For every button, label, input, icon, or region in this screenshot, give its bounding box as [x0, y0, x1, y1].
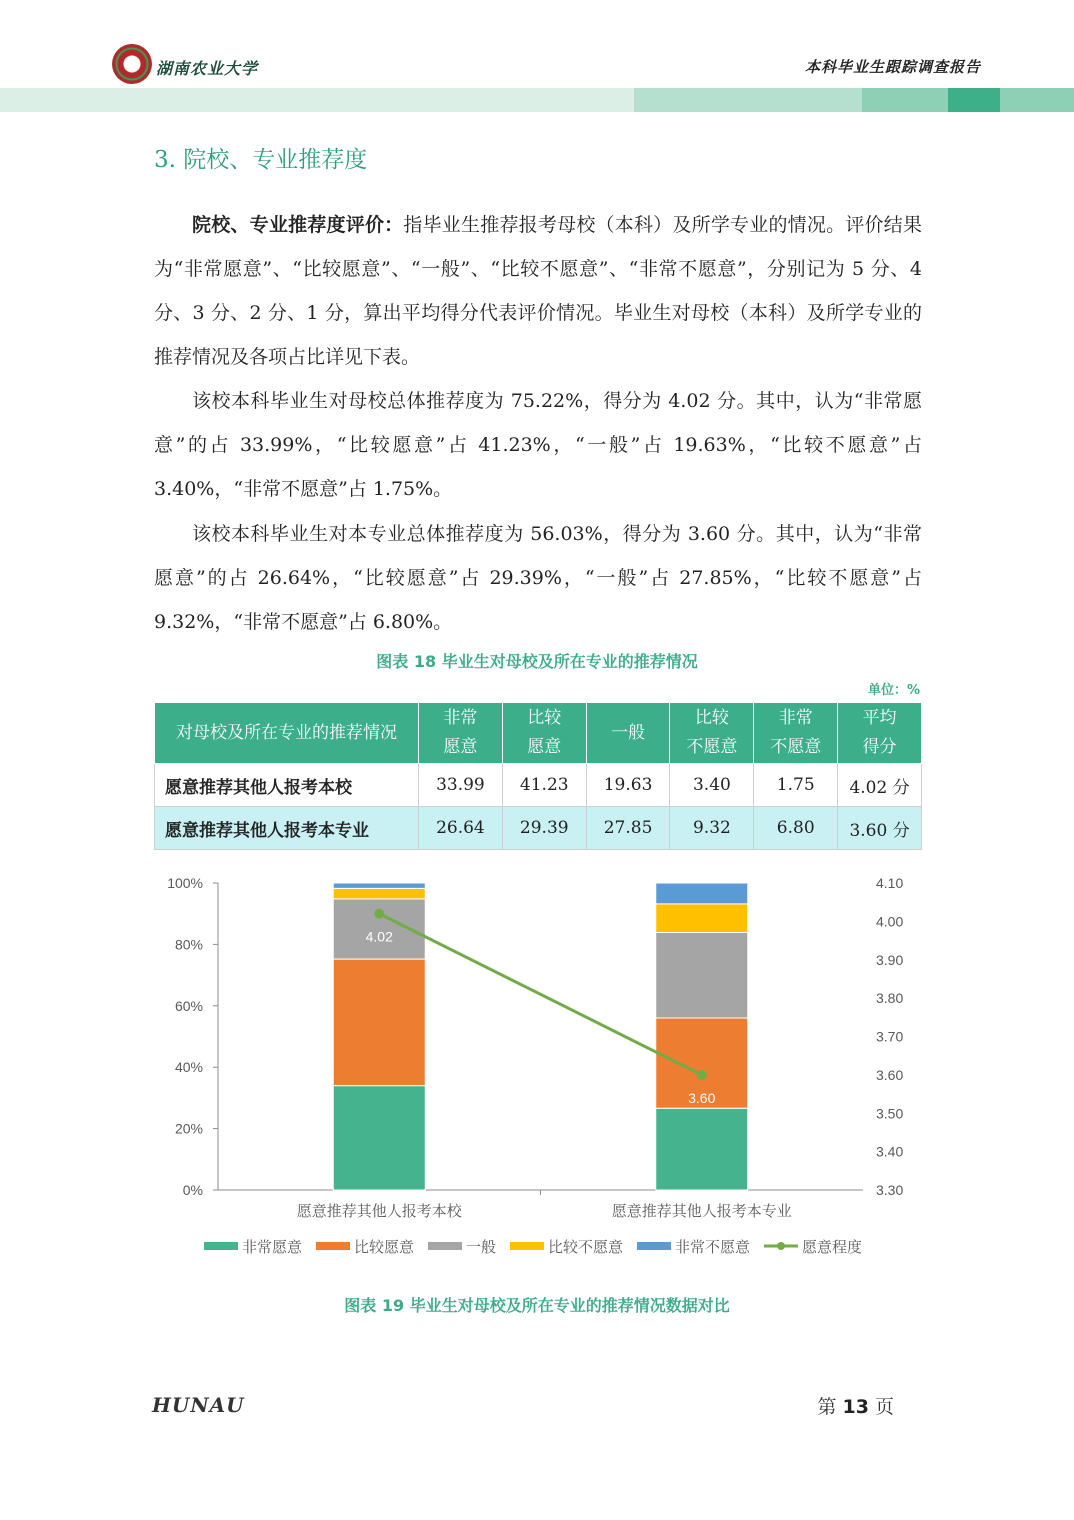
- table-cell: 6.80: [754, 807, 838, 850]
- y2-tick-label: 3.80: [876, 990, 904, 1007]
- legend-swatch: [637, 1242, 671, 1250]
- legend-line-marker: [777, 1242, 785, 1250]
- legend-swatch: [204, 1242, 238, 1250]
- row-label: 愿意推荐其他人报考本专业: [155, 807, 419, 850]
- legend-label: 比较愿意: [354, 1238, 415, 1256]
- table-cell: 3.60 分: [838, 807, 922, 850]
- bar-segment: [656, 904, 748, 933]
- bar-segment: [333, 883, 425, 888]
- recommendation-table: [154, 702, 922, 850]
- bar-segment: [656, 883, 748, 904]
- recommendation-chart: [154, 862, 924, 1272]
- y-tick-label: 0%: [182, 1182, 203, 1198]
- y2-tick-label: 4.00: [876, 913, 904, 930]
- header-band-light: [0, 88, 634, 112]
- page-header: [0, 0, 1074, 115]
- bar-segment: [656, 932, 748, 1017]
- header-cell: 一般: [586, 703, 670, 764]
- header-band-mid2: [862, 88, 948, 112]
- bar-segment: [656, 1108, 748, 1190]
- line-data-label: 3.60: [688, 1089, 716, 1106]
- section-title: 3. 院校、专业推荐度: [154, 147, 368, 173]
- legend-label: 一般: [466, 1238, 497, 1256]
- header-cell: 平均 得分: [838, 703, 922, 764]
- legend-swatch: [428, 1242, 462, 1250]
- paragraph-definition: [154, 203, 922, 379]
- y-tick-label: 80%: [174, 936, 203, 953]
- table-cell: 27.85: [586, 807, 670, 850]
- table-cell: 9.32: [670, 807, 754, 850]
- header-cell: 比较 不愿意: [670, 703, 754, 764]
- chart-caption: 图表 19 毕业生对母校及所在专业的推荐情况数据对比: [344, 1296, 730, 1315]
- y2-tick-label: 3.90: [876, 951, 904, 968]
- line-point: [374, 909, 384, 919]
- line-data-label: 4.02: [365, 928, 393, 945]
- y2-tick-label: 3.30: [876, 1182, 904, 1198]
- table-row: [155, 807, 922, 850]
- table-header-row: [155, 703, 922, 764]
- table-caption: 图表 18 毕业生对母校及所在专业的推荐情况: [376, 652, 698, 671]
- legend-label: 比较不愿意: [548, 1238, 624, 1256]
- legend-label: 非常愿意: [242, 1238, 303, 1256]
- table-cell: 33.99: [419, 764, 503, 807]
- header-band-mid: [634, 88, 862, 112]
- paragraph-school: 该校本科毕业生对母校总体推荐度为 75.22%，得分为 4.02 分。其中，认为“非常愿意”的占 33.99%，“比较愿意”占 41.23%，“一般”占 19.63%，“比较不愿意”占 3.40%，“非常不愿意”占 1.75%。: [154, 390, 922, 500]
- school-name: 湖南农业大学: [156, 59, 259, 78]
- header-cell: 对母校及所在专业的推荐情况: [155, 703, 419, 764]
- y2-tick-label: 3.40: [876, 1143, 904, 1160]
- y-tick-label: 40%: [174, 1059, 203, 1076]
- page-suffix: 页: [874, 1396, 894, 1418]
- header-cell: 非常 愿意: [419, 703, 503, 764]
- table-cell: 26.64: [419, 807, 503, 850]
- table-cell: 4.02 分: [838, 764, 922, 807]
- legend-swatch: [510, 1242, 544, 1250]
- paragraph-major: 该校本科毕业生对本专业总体推荐度为 56.03%，得分为 3.60 分。其中，认为“非常愿意”的占 26.64%，“比较愿意”占 29.39%，“一般”占 27.85%，“比较不愿意”占 9.32%，“非常不愿意”占 6.80%。: [154, 523, 922, 633]
- table-cell: 3.40: [670, 764, 754, 807]
- legend-label: 非常不愿意: [675, 1238, 751, 1256]
- line-series: [379, 914, 702, 1075]
- bar-segment: [333, 1086, 425, 1190]
- legend-swatch: [316, 1242, 350, 1250]
- y-tick-label: 100%: [167, 875, 203, 891]
- row-label: 愿意推荐其他人报考本校: [155, 764, 419, 807]
- line-point: [697, 1070, 707, 1080]
- table-cell: 1.75: [754, 764, 838, 807]
- footer-brand: HUNAU: [152, 1393, 245, 1417]
- header-band-end: [1000, 88, 1074, 112]
- x-category-label: 愿意推荐其他人报考本专业: [611, 1202, 792, 1220]
- table-cell: 29.39: [502, 807, 586, 850]
- x-category-label: 愿意推荐其他人报考本校: [296, 1202, 462, 1220]
- unit-label: 单位：%: [867, 683, 920, 698]
- y2-tick-label: 3.60: [876, 1066, 904, 1083]
- header-cell: 比较 愿意: [502, 703, 586, 764]
- bar-segment: [333, 959, 425, 1086]
- header-cell: 非常 不愿意: [754, 703, 838, 764]
- y2-tick-label: 3.50: [876, 1105, 904, 1122]
- y-tick-label: 60%: [174, 997, 203, 1014]
- table-row: [155, 764, 922, 807]
- table-cell: 41.23: [502, 764, 586, 807]
- y2-tick-label: 3.70: [876, 1028, 904, 1045]
- legend-label: 愿意程度: [802, 1238, 863, 1256]
- y-tick-label: 20%: [174, 1120, 203, 1137]
- definition-term: 院校、专业推荐度评价：: [192, 214, 404, 236]
- report-title: 本科毕业生跟踪调查报告: [804, 58, 981, 76]
- table-cell: 19.63: [586, 764, 670, 807]
- definition-text: 指毕业生推荐报考母校（本科）及所学专业的情况。评价结果为“非常愿意”、“比较愿意”、“一般”、“比较不愿意”、“非常不愿意”，分别记为 5 分、4 分、3 分、2 分、1 分，算出平均得分代表评价情况。毕业生对母校（本科）及所学专业的推荐情况及各项占比详见下表。: [154, 214, 922, 368]
- header-band-dark: [948, 88, 1000, 112]
- page-number-value: 13: [842, 1396, 869, 1418]
- y2-tick-label: 4.10: [876, 875, 904, 891]
- bar-segment: [333, 888, 425, 898]
- page-prefix: 第: [817, 1396, 837, 1418]
- university-logo-icon: [112, 44, 152, 84]
- page-number: [817, 1392, 894, 1419]
